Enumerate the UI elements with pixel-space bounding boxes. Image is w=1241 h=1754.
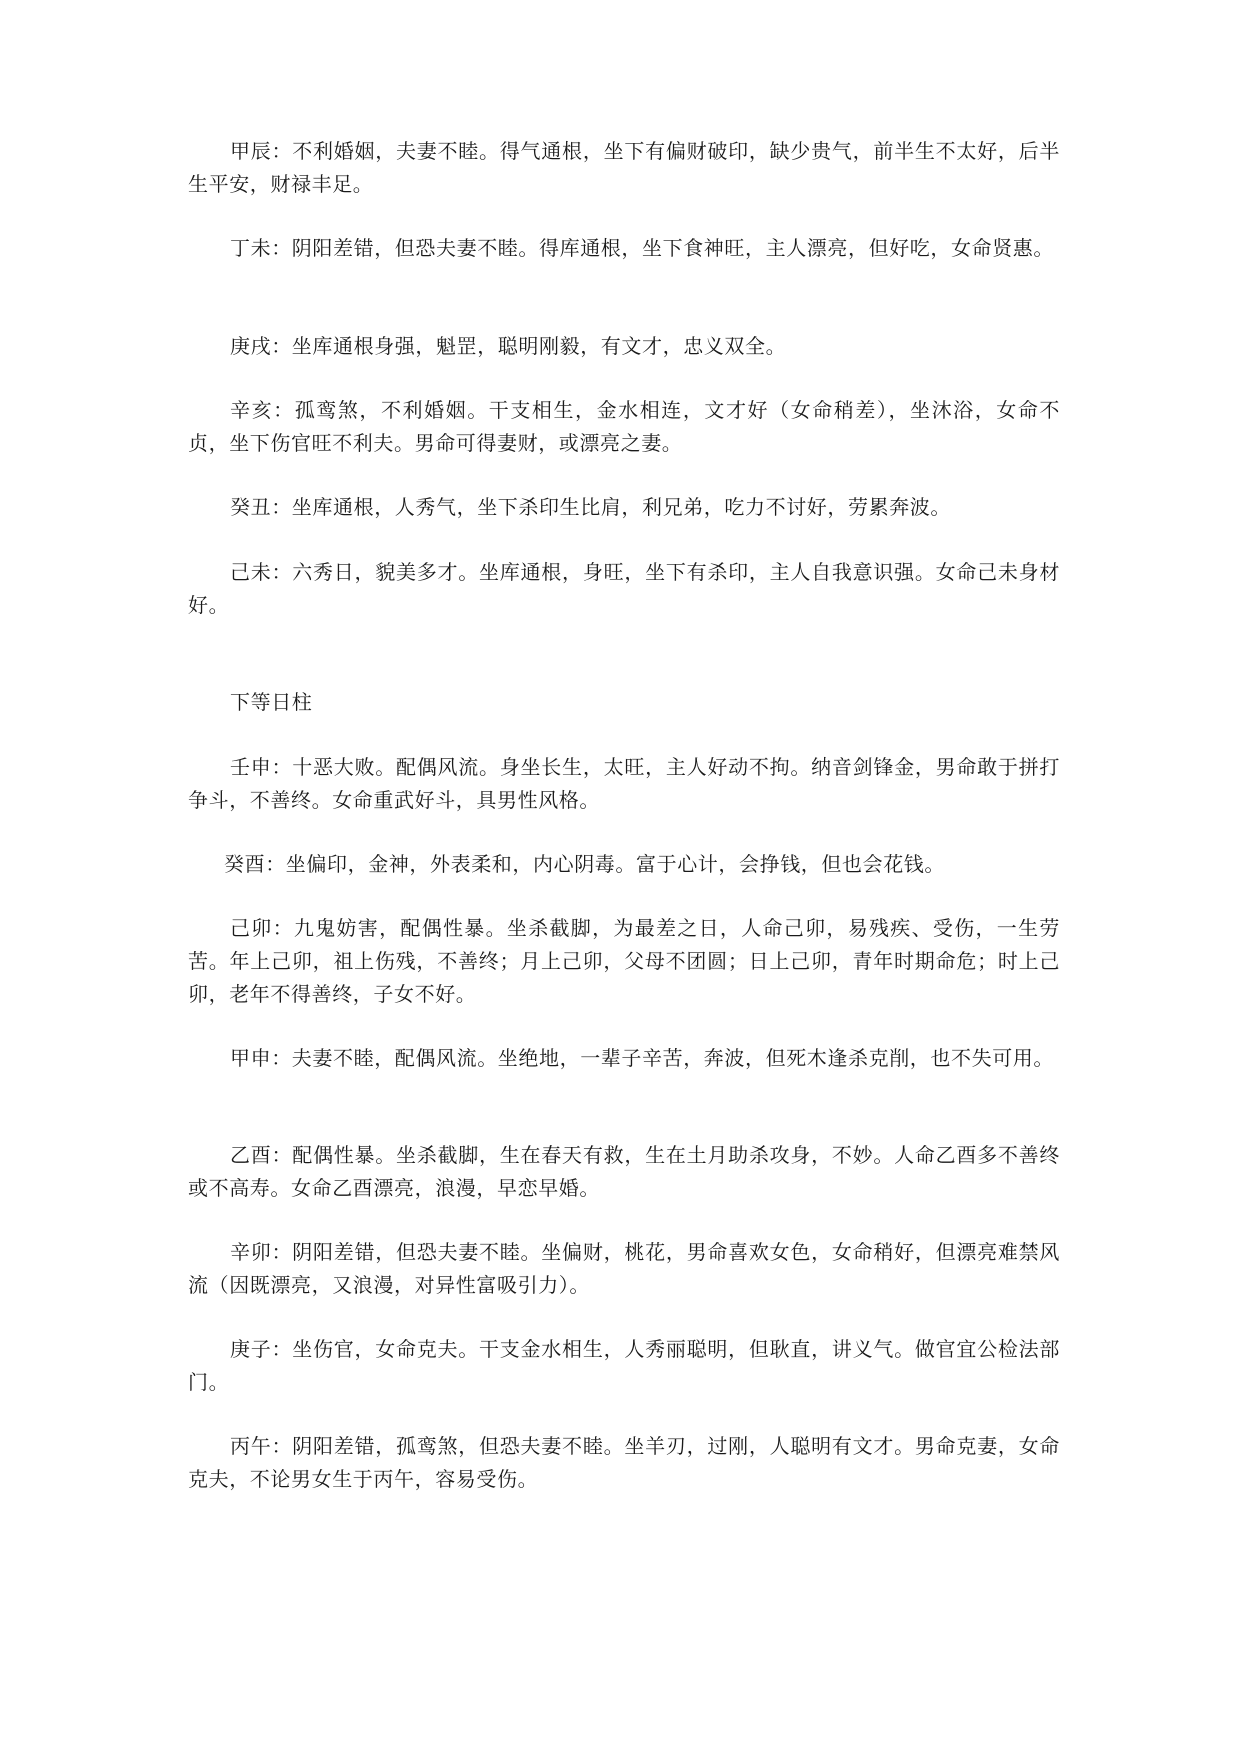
paragraph-yiyou: 乙酉：配偶性暴。坐杀截脚，生在春天有救，生在土月助杀攻身，不妙。人命乙酉多不善终或不高寿。女命乙酉漂亮，浪漫，早恋早婚。	[188, 1143, 1060, 1200]
paragraph-bingwu: 丙午：阴阳差错，孤鸾煞，但恐夫妻不睦。坐羊刃，过刚，人聪明有文才。男命克妻，女命克夫，不论男女生于丙午，容易受伤。	[188, 1434, 1060, 1491]
paragraph-guiyou: 癸酉：坐偏印，金神，外表柔和，内心阴毒。富于心计，会挣钱，但也会花钱。	[224, 852, 945, 876]
paragraph-xinmao: 辛卯：阴阳差错，但恐夫妻不睦。坐偏财，桃花，男命喜欢女色，女命稍好，但漂亮难禁风流（因既漂亮，又浪漫，对异性富吸引力）。	[188, 1240, 1060, 1297]
paragraph-jimao: 己卯：九鬼妨害，配偶性暴。坐杀截脚，为最差之日，人命己卯，易残疾、受伤，一生劳苦。年上己卯，祖上伤残，不善终；月上己卯，父母不团圆；日上己卯，青年时期命危；时上己卯，老年不得善终，子女不好。	[188, 916, 1060, 1006]
paragraph-guichou: 癸丑：坐库通根，人秀气，坐下杀印生比肩，利兄弟，吃力不讨好，劳累奔波。	[230, 495, 951, 519]
section-heading: 下等日柱	[230, 690, 313, 714]
paragraph-xinhai: 辛亥：孤鸾煞，不利婚姻。干支相生，金水相连，文才好（女命稍差），坐沐浴，女命不贞，坐下伤官旺不利夫。男命可得妻财，或漂亮之妻。	[188, 398, 1060, 455]
paragraph-jiachen: 甲辰：不利婚姻，夫妻不睦。得气通根，坐下有偏财破印，缺少贵气，前半生不太好，后半生平安，财禄丰足。	[188, 139, 1060, 196]
paragraph-dingwei: 丁未：阴阳差错，但恐夫妻不睦。得库通根，坐下食神旺，主人漂亮，但好吃，女命贤惠。	[230, 236, 1054, 260]
paragraph-gengxu: 庚戌：坐库通根身强，魁罡，聪明刚毅，有文才，忠义双全。	[230, 334, 787, 358]
paragraph-gengzi: 庚子：坐伤官，女命克夫。干支金水相生，人秀丽聪明，但耿直，讲义气。做官宜公检法部门。	[188, 1337, 1060, 1394]
paragraph-jiashen: 甲申：夫妻不睦，配偶风流。坐绝地，一辈子辛苦，奔波，但死木逢杀克削，也不失可用。	[230, 1046, 1054, 1070]
paragraph-jiwei: 己未：六秀日，貌美多才。坐库通根，身旺，坐下有杀印，主人自我意识强。女命己未身材好。	[188, 560, 1060, 617]
paragraph-renshen: 壬申：十恶大败。配偶风流。身坐长生，太旺，主人好动不拘。纳音剑锋金，男命敢于拼打争斗，不善终。女命重武好斗，具男性风格。	[188, 755, 1060, 812]
